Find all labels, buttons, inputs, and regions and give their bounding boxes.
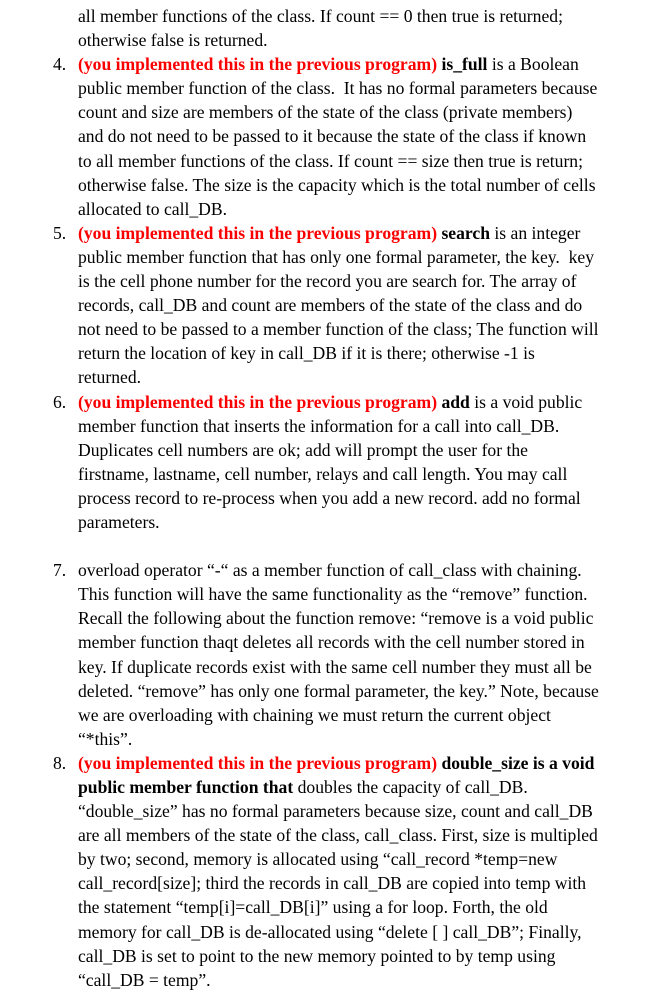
list-item-8	[0, 751, 645, 992]
continuation-paragraph	[0, 4, 645, 52]
list-item-8-term: double_size is a void public member function that	[78, 752, 595, 797]
list-item-4-annotation: (you implemented this in the previous program)	[78, 54, 438, 75]
list-item-4-body: is a Boolean public member function of the class. It has no formal parameters because count and size are members of the state of the class (private members) and do not need to be passed to it because the state of the class if known to all member functions of the class. If count == size then true is return; otherwise false. The size is the capacity which is the total number of cells allocated to call_DB.	[78, 54, 602, 219]
list-item-6	[0, 390, 645, 535]
list-item-5-annotation: (you implemented this in the previous program)	[78, 222, 438, 243]
list-item-7-number: 7.	[53, 560, 67, 581]
list-item-6-term: add	[437, 391, 470, 412]
list-item-4-number: 4.	[53, 54, 67, 75]
list-item-7-body: overload operator “-“ as a member function of call_class with chaining. This function will have the same functionality as the “remove” function. Recall the following about the function remove: “remove is a void public member function thaqt deletes all records with the cell number stored in key. If duplicate records exist with the same cell number they must all be deleted. “remove” has only one formal parameter, the key.” Note, because we are overloading with chaining we must return the current object “*this”.	[78, 560, 604, 749]
list-item-5	[0, 221, 645, 390]
list-item-6-annotation: (you implemented this in the previous program)	[78, 391, 438, 412]
list-item-7	[0, 558, 645, 751]
list-item-5-number: 5.	[53, 222, 67, 243]
list-item-8-annotation: (you implemented this in the previous program)	[78, 752, 438, 773]
list-item-8-body: doubles the capacity of call_DB. “double_size” has no formal parameters because size, count and call_DB are all members of the state of the class, call_class. First, size is multipled by two; second, memory is allocated using “call_record *temp=new call_record[size]; third the records in call_DB are copied into temp with the statement “temp[i]=call_DB[i]” using a for loop. Forth, the old memory for call_DB is de-allocated using “delete [ ] call_DB”; Finally, call_DB is set to point to the new memory pointed to by temp using “call_DB = temp”.	[78, 777, 603, 990]
continuation-text: all member functions of the class. If count == 0 then true is returned; otherwise false is returned.	[78, 6, 568, 51]
paragraph-spacer	[0, 534, 645, 558]
document-body	[0, 4, 645, 992]
list-item-4	[0, 52, 645, 221]
list-item-5-term: search	[437, 222, 490, 243]
numbered-requirements-list	[0, 52, 645, 992]
list-item-6-body: is a void public member function that inserts the information for a call into call_DB. Duplicates cell numbers are ok; add will prompt the user for the firstname, lastname, cell number, relays and call length. You may call process record to re-process when you add a new record. add no formal parameters.	[78, 391, 587, 532]
list-item-4-term: is_full	[437, 54, 488, 75]
list-item-6-number: 6.	[53, 391, 67, 412]
list-item-5-body: is an integer public member function that has only one formal parameter, the key. key is the cell phone number for the record you are search for. The array of records, call_DB and count are members of the state of the class and do not need to be passed to a member function of the class; The function will return the location of key in call_DB if it is there; otherwise -1 is returned.	[78, 222, 603, 388]
list-item-8-number: 8.	[53, 752, 67, 773]
